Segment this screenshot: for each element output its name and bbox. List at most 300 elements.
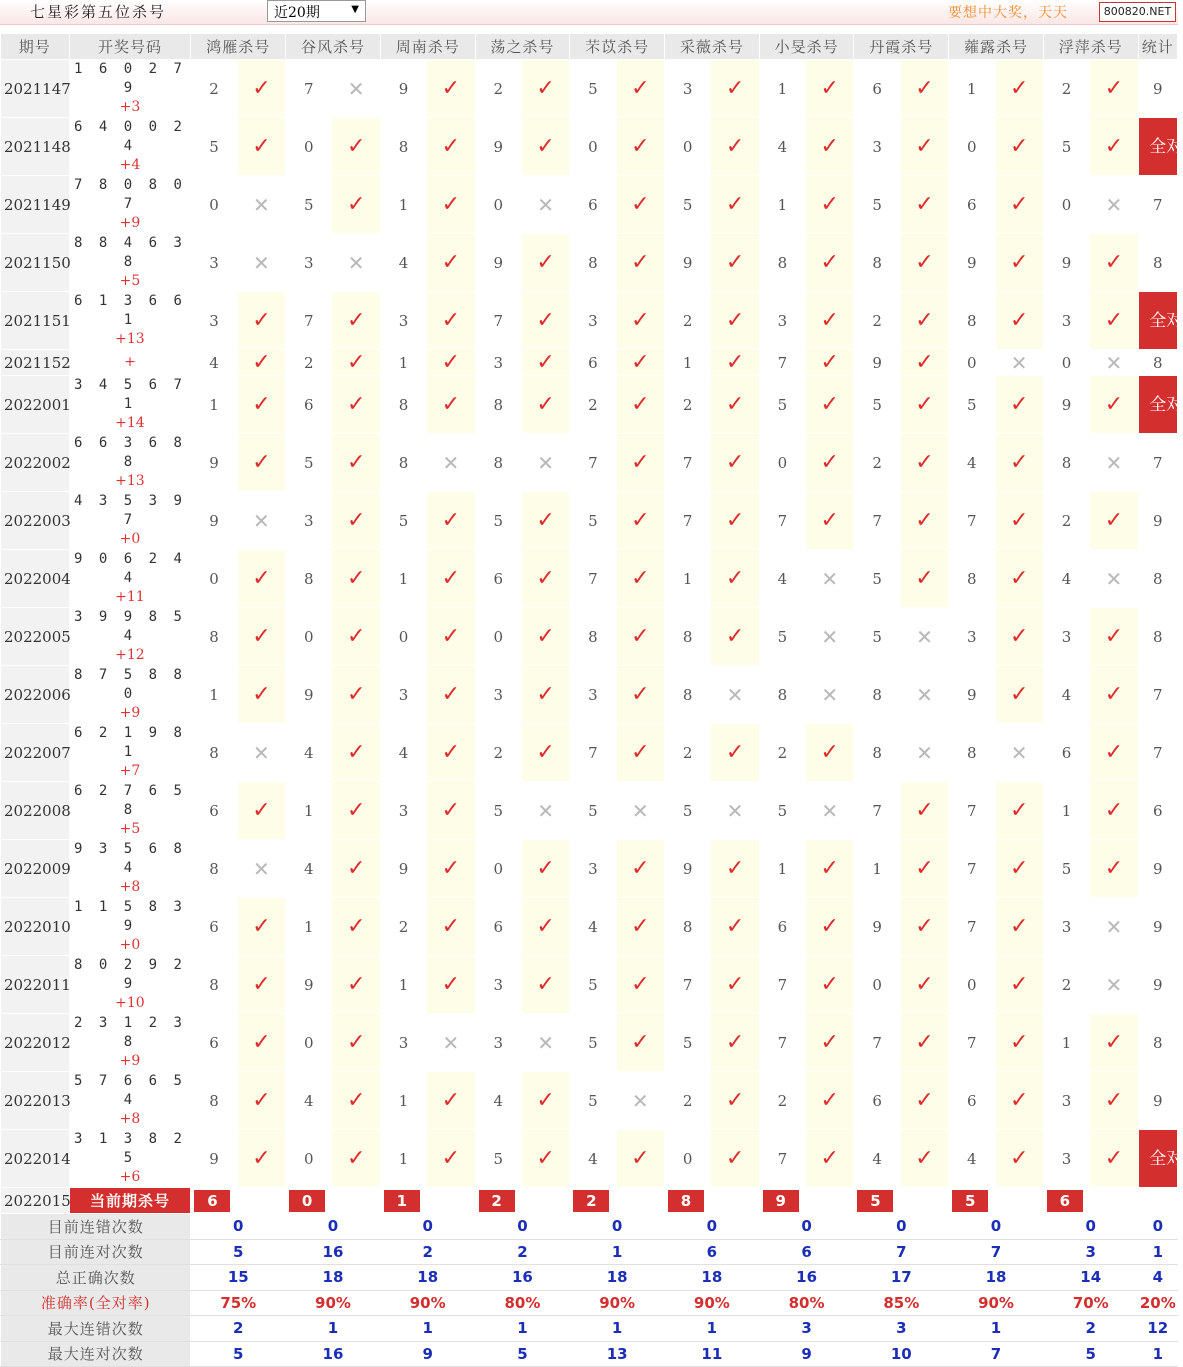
check-icon: ✓ xyxy=(536,250,555,275)
result-cell xyxy=(332,492,380,550)
kill-number: 5 xyxy=(759,376,805,434)
table-row xyxy=(1,956,1178,1014)
check-icon: ✓ xyxy=(820,1146,839,1171)
kill-number: 5 xyxy=(475,492,521,550)
cross-icon: ✕ xyxy=(253,508,270,533)
check-icon: ✓ xyxy=(536,682,555,707)
kill-number: 6 xyxy=(854,60,900,118)
kill-number: 4 xyxy=(380,234,426,292)
check-icon: ✓ xyxy=(631,624,650,649)
cross-icon: ✕ xyxy=(347,250,365,275)
kill-number: 0 xyxy=(380,608,426,666)
summary-row xyxy=(1,1239,1178,1265)
check-icon: ✓ xyxy=(252,450,271,475)
check-icon: ✓ xyxy=(346,856,366,881)
current-kill-cell xyxy=(286,1188,381,1214)
stat-cell: 7 xyxy=(1138,176,1177,234)
kill-number: 3 xyxy=(380,782,426,840)
table-row xyxy=(1,176,1178,234)
draw-digits: 1 1 5 8 3 9 xyxy=(74,899,186,934)
table-row xyxy=(1,434,1178,492)
kill-number: 8 xyxy=(1043,434,1089,492)
draw-digits: 5 7 6 6 5 4 xyxy=(74,1073,186,1108)
summary-value: 1 xyxy=(286,1316,381,1342)
result-cell xyxy=(995,376,1043,434)
draw-sum: +6 xyxy=(119,1169,141,1185)
result-cell xyxy=(711,956,759,1014)
kill-number: 6 xyxy=(570,176,616,234)
draw-number-cell xyxy=(69,176,191,234)
kill-number: 4 xyxy=(759,550,805,608)
kill-number: 0 xyxy=(949,956,995,1014)
check-icon: ✓ xyxy=(631,856,650,881)
summary-value: 1 xyxy=(1138,1239,1177,1265)
result-cell xyxy=(427,724,475,782)
stat-cell: 9 xyxy=(1138,492,1177,550)
draw-number-cell xyxy=(69,376,191,434)
stat-cell xyxy=(1138,118,1183,176)
kill-number: 5 xyxy=(759,608,805,666)
check-icon: ✓ xyxy=(252,134,271,159)
stat-cell: 8 xyxy=(1138,1014,1177,1072)
kill-number: 3 xyxy=(191,234,237,292)
kill-number: 3 xyxy=(1043,608,1089,666)
stat-cell: 7 xyxy=(1138,666,1177,724)
kill-number: 2 xyxy=(759,724,805,782)
result-cell xyxy=(995,492,1043,550)
kill-number: 5 xyxy=(570,782,616,840)
summary-value: 16 xyxy=(286,1239,381,1265)
table-row xyxy=(1,234,1178,292)
result-cell xyxy=(237,666,285,724)
summary-value: 18 xyxy=(286,1265,381,1291)
summary-value: 0 xyxy=(759,1214,854,1240)
kill-number: 9 xyxy=(191,1130,237,1188)
current-kill-number: 0 xyxy=(289,1190,325,1212)
kill-number: 4 xyxy=(475,1072,521,1130)
result-cell xyxy=(1090,292,1138,350)
summary-value: 1 xyxy=(665,1316,760,1342)
period-cell: 2022007 xyxy=(1,724,70,782)
result-cell xyxy=(900,176,948,234)
current-kill-number: 6 xyxy=(194,1190,230,1212)
result-cell xyxy=(521,608,569,666)
summary-value: 1 xyxy=(570,1239,665,1265)
result-cell xyxy=(237,898,285,956)
result-cell xyxy=(237,840,285,898)
kill-number: 0 xyxy=(475,840,521,898)
kill-number: 0 xyxy=(949,118,995,176)
summary-value: 18 xyxy=(665,1265,760,1291)
kill-number: 7 xyxy=(665,492,711,550)
kill-number: 3 xyxy=(475,1014,521,1072)
kill-number: 8 xyxy=(665,666,711,724)
summary-value: 7 xyxy=(949,1341,1044,1367)
check-icon: ✓ xyxy=(1009,508,1029,533)
draw-digits: 6 2 7 6 5 8 xyxy=(74,783,186,818)
top-bar xyxy=(0,0,1178,25)
result-cell xyxy=(711,176,759,234)
summary-row xyxy=(1,1214,1178,1240)
result-cell xyxy=(806,60,854,118)
check-icon: ✓ xyxy=(915,192,934,217)
current-period-row xyxy=(1,1188,1178,1214)
check-icon: ✓ xyxy=(441,76,461,101)
summary-value: 6 xyxy=(759,1239,854,1265)
table-header xyxy=(1,34,1178,60)
kill-number: 8 xyxy=(380,118,426,176)
cross-icon: ✕ xyxy=(253,856,270,881)
current-kill-cell xyxy=(191,1188,286,1214)
kill-number: 7 xyxy=(854,1014,900,1072)
result-cell xyxy=(616,492,664,550)
result-cell xyxy=(711,1014,759,1072)
kill-number: 6 xyxy=(286,376,332,434)
summary-value: 0 xyxy=(854,1214,949,1240)
kill-number: 1 xyxy=(949,60,995,118)
result-cell xyxy=(995,1014,1043,1072)
period-cell: 2021147 xyxy=(1,60,70,118)
kill-number: 0 xyxy=(286,608,332,666)
summary-label: 准确率(全对率) xyxy=(1,1290,191,1316)
check-icon: ✓ xyxy=(725,856,745,881)
summary-value: 90% xyxy=(380,1290,475,1316)
draw-sum: +0 xyxy=(119,531,141,547)
result-cell xyxy=(427,550,475,608)
check-icon: ✓ xyxy=(346,624,366,649)
kill-number: 3 xyxy=(380,292,426,350)
period-cell: 2022003 xyxy=(1,492,70,550)
summary-value: 0 xyxy=(286,1214,381,1240)
kill-number: 7 xyxy=(759,492,805,550)
result-cell xyxy=(995,550,1043,608)
draw-sum: +8 xyxy=(119,879,141,895)
kill-number: 1 xyxy=(759,176,805,234)
kill-number: 1 xyxy=(1043,782,1089,840)
summary-row xyxy=(1,1290,1178,1316)
check-icon: ✓ xyxy=(536,624,555,649)
kill-number: 8 xyxy=(475,434,521,492)
check-icon: ✓ xyxy=(725,192,745,217)
summary-value: 1 xyxy=(475,1316,570,1342)
check-icon: ✓ xyxy=(631,914,650,939)
table-row xyxy=(1,376,1178,434)
check-icon: ✓ xyxy=(631,192,650,217)
result-cell xyxy=(332,1130,380,1188)
result-cell xyxy=(237,434,285,492)
kill-number: 5 xyxy=(1043,840,1089,898)
result-cell xyxy=(616,666,664,724)
kill-number: 2 xyxy=(854,292,900,350)
check-icon: ✓ xyxy=(631,740,650,765)
result-cell xyxy=(521,234,569,292)
draw-number-cell xyxy=(69,1130,191,1188)
result-cell xyxy=(427,782,475,840)
stat-cell: 7 xyxy=(1138,434,1177,492)
check-icon: ✓ xyxy=(346,682,366,707)
table-row xyxy=(1,840,1178,898)
check-icon: ✓ xyxy=(631,1030,650,1055)
check-icon: ✓ xyxy=(820,392,839,417)
summary-value: 1 xyxy=(380,1316,475,1342)
kill-number: 3 xyxy=(759,292,805,350)
check-icon: ✓ xyxy=(441,972,461,997)
draw-sum: +9 xyxy=(119,1053,141,1069)
kill-number: 8 xyxy=(570,608,616,666)
cross-icon: ✕ xyxy=(1010,350,1028,375)
kill-number: 7 xyxy=(759,1014,805,1072)
summary-label: 总正确次数 xyxy=(1,1265,191,1291)
kill-number: 3 xyxy=(191,292,237,350)
check-icon: ✓ xyxy=(631,350,650,375)
result-cell xyxy=(427,666,475,724)
check-icon: ✓ xyxy=(441,914,461,939)
kill-number: 6 xyxy=(191,1014,237,1072)
check-icon: ✓ xyxy=(252,308,271,333)
draw-digits: 6 2 1 9 8 1 xyxy=(74,725,186,760)
kill-number: 5 xyxy=(665,782,711,840)
period-cell: 2022005 xyxy=(1,608,70,666)
kill-number: 9 xyxy=(1043,234,1089,292)
check-icon: ✓ xyxy=(725,624,745,649)
kill-number: 3 xyxy=(570,292,616,350)
draw-number-cell xyxy=(69,724,191,782)
site-badge[interactable]: 800820.NET xyxy=(1099,2,1176,22)
result-cell xyxy=(1090,550,1138,608)
summary-value: 9 xyxy=(759,1341,854,1367)
kill-number: 8 xyxy=(854,724,900,782)
check-icon: ✓ xyxy=(252,350,271,375)
summary-value: 90% xyxy=(949,1290,1044,1316)
check-icon: ✓ xyxy=(725,1146,745,1171)
check-icon: ✓ xyxy=(725,1088,745,1113)
kill-number: 6 xyxy=(949,1072,995,1130)
stat-cell: 9 xyxy=(1138,1072,1177,1130)
result-cell xyxy=(332,724,380,782)
result-cell xyxy=(806,1130,854,1188)
kill-number: 1 xyxy=(191,376,237,434)
kill-number: 4 xyxy=(949,434,995,492)
result-cell xyxy=(616,434,664,492)
stat-cell: 9 xyxy=(1138,898,1177,956)
check-icon: ✓ xyxy=(631,76,650,101)
kill-number: 5 xyxy=(949,376,995,434)
current-kill-number: 1 xyxy=(384,1190,420,1212)
table-row xyxy=(1,666,1178,724)
kill-number: 2 xyxy=(854,434,900,492)
kill-number: 2 xyxy=(665,724,711,782)
kill-number: 6 xyxy=(570,350,616,376)
result-cell xyxy=(616,782,664,840)
kill-number: 7 xyxy=(949,840,995,898)
result-cell xyxy=(237,1072,285,1130)
check-icon: ✓ xyxy=(915,1088,934,1113)
cross-icon: ✕ xyxy=(442,450,460,475)
summary-value: 17 xyxy=(854,1265,949,1291)
all-right-badge: 全对 xyxy=(1149,394,1183,415)
kill-number: 6 xyxy=(191,898,237,956)
stat-cell: 9 xyxy=(1138,956,1177,1014)
result-cell xyxy=(806,234,854,292)
kill-number: 8 xyxy=(286,550,332,608)
result-cell xyxy=(521,550,569,608)
kill-number: 7 xyxy=(570,724,616,782)
summary-value: 0 xyxy=(949,1214,1044,1240)
kill-number: 8 xyxy=(949,550,995,608)
kill-number: 4 xyxy=(191,350,237,376)
kill-number: 2 xyxy=(665,1072,711,1130)
draw-number-cell xyxy=(69,350,191,376)
check-icon: ✓ xyxy=(1009,134,1029,159)
result-cell xyxy=(900,724,948,782)
draw-digits: 7 8 0 8 0 7 xyxy=(74,177,186,212)
cross-icon: ✕ xyxy=(726,682,744,707)
kill-number: 9 xyxy=(949,234,995,292)
period-cell: 2022004 xyxy=(1,550,70,608)
kill-number: 6 xyxy=(475,898,521,956)
check-icon: ✓ xyxy=(725,308,745,333)
kill-number: 0 xyxy=(191,176,237,234)
kill-number: 5 xyxy=(854,376,900,434)
check-icon: ✓ xyxy=(631,508,650,533)
summary-value: 0 xyxy=(380,1214,475,1240)
summary-value: 2 xyxy=(1043,1316,1138,1342)
kill-number: 4 xyxy=(854,1130,900,1188)
kill-number: 9 xyxy=(286,666,332,724)
result-cell xyxy=(237,1130,285,1188)
marquee-text: 要想中大奖，天天 xyxy=(948,5,1068,21)
check-icon: ✓ xyxy=(441,856,461,881)
summary-label: 最大连错次数 xyxy=(1,1316,191,1342)
result-cell xyxy=(711,1130,759,1188)
check-icon: ✓ xyxy=(915,1146,934,1171)
result-cell xyxy=(237,1014,285,1072)
kill-number: 8 xyxy=(665,608,711,666)
check-icon: ✓ xyxy=(536,1146,555,1171)
period-range-select[interactable] xyxy=(267,0,366,22)
cross-icon: ✕ xyxy=(916,624,933,649)
result-cell xyxy=(427,898,475,956)
result-cell xyxy=(1090,350,1138,376)
summary-value: 90% xyxy=(665,1290,760,1316)
result-cell xyxy=(711,782,759,840)
kill-number: 9 xyxy=(854,350,900,376)
result-cell xyxy=(427,956,475,1014)
current-kill-number: 6 xyxy=(1047,1190,1083,1212)
summary-value: 15 xyxy=(191,1265,286,1291)
result-cell xyxy=(616,898,664,956)
summary-value: 0 xyxy=(191,1214,286,1240)
check-icon: ✓ xyxy=(725,740,745,765)
result-cell xyxy=(616,376,664,434)
kill-number: 1 xyxy=(380,956,426,1014)
summary-value: 0 xyxy=(570,1214,665,1240)
result-cell xyxy=(1090,840,1138,898)
stat-cell: 8 xyxy=(1138,550,1177,608)
summary-row xyxy=(1,1341,1178,1367)
check-icon: ✓ xyxy=(1009,192,1029,217)
period-cell: 2022010 xyxy=(1,898,70,956)
result-cell xyxy=(332,840,380,898)
summary-value: 2 xyxy=(380,1239,475,1265)
result-cell xyxy=(995,666,1043,724)
kill-number: 1 xyxy=(380,550,426,608)
period-cell: 2022009 xyxy=(1,840,70,898)
kill-number: 2 xyxy=(759,1072,805,1130)
column-header: 谷风杀号 xyxy=(286,34,381,60)
result-cell xyxy=(616,840,664,898)
result-cell xyxy=(711,608,759,666)
kill-number: 4 xyxy=(380,724,426,782)
result-cell xyxy=(711,898,759,956)
period-cell: 2021148 xyxy=(1,118,70,176)
result-cell xyxy=(616,350,664,376)
check-icon: ✓ xyxy=(1009,392,1029,417)
kill-number: 0 xyxy=(286,118,332,176)
result-cell xyxy=(237,782,285,840)
result-cell xyxy=(900,492,948,550)
check-icon: ✓ xyxy=(1104,392,1124,417)
result-cell xyxy=(521,350,569,376)
draw-sum: +9 xyxy=(119,705,141,721)
column-header: 浮萍杀号 xyxy=(1043,34,1138,60)
check-icon: ✓ xyxy=(441,250,461,275)
column-header: 期号 xyxy=(1,34,70,60)
check-icon: ✓ xyxy=(1104,308,1124,333)
empty-cell xyxy=(1138,1188,1177,1214)
kill-number: 6 xyxy=(475,550,521,608)
check-icon: ✓ xyxy=(1104,134,1124,159)
kill-number: 3 xyxy=(475,350,521,376)
draw-number-cell xyxy=(69,60,191,118)
result-cell xyxy=(995,782,1043,840)
result-cell xyxy=(332,898,380,956)
summary-value: 10 xyxy=(854,1341,949,1367)
result-cell xyxy=(427,492,475,550)
result-cell xyxy=(427,840,475,898)
summary-value: 5 xyxy=(1043,1341,1138,1367)
result-cell xyxy=(711,1072,759,1130)
draw-sum: + xyxy=(124,354,136,370)
all-right-badge: 全对 xyxy=(1149,1148,1183,1169)
kill-number: 5 xyxy=(570,492,616,550)
summary-value: 18 xyxy=(949,1265,1044,1291)
kill-number: 3 xyxy=(475,666,521,724)
triangle-down-icon: ▼ xyxy=(351,4,359,15)
cross-icon: ✕ xyxy=(1010,740,1028,765)
check-icon: ✓ xyxy=(1009,76,1029,101)
result-cell xyxy=(900,550,948,608)
check-icon: ✓ xyxy=(1009,566,1029,591)
check-icon: ✓ xyxy=(631,972,650,997)
kill-number: 8 xyxy=(191,608,237,666)
period-cell: 2022002 xyxy=(1,434,70,492)
all-right-badge: 全对 xyxy=(1149,136,1183,157)
table-row xyxy=(1,292,1178,350)
result-cell xyxy=(995,956,1043,1014)
check-icon: ✓ xyxy=(915,856,934,881)
current-kill-cell xyxy=(759,1188,854,1214)
summary-value: 12 xyxy=(1138,1316,1177,1342)
kill-number: 5 xyxy=(854,608,900,666)
result-cell xyxy=(806,434,854,492)
result-cell xyxy=(616,608,664,666)
all-right-badge: 全对 xyxy=(1149,310,1183,331)
kill-number: 5 xyxy=(665,176,711,234)
kill-number: 2 xyxy=(665,292,711,350)
column-header: 芣苡杀号 xyxy=(570,34,665,60)
check-icon: ✓ xyxy=(346,914,366,939)
